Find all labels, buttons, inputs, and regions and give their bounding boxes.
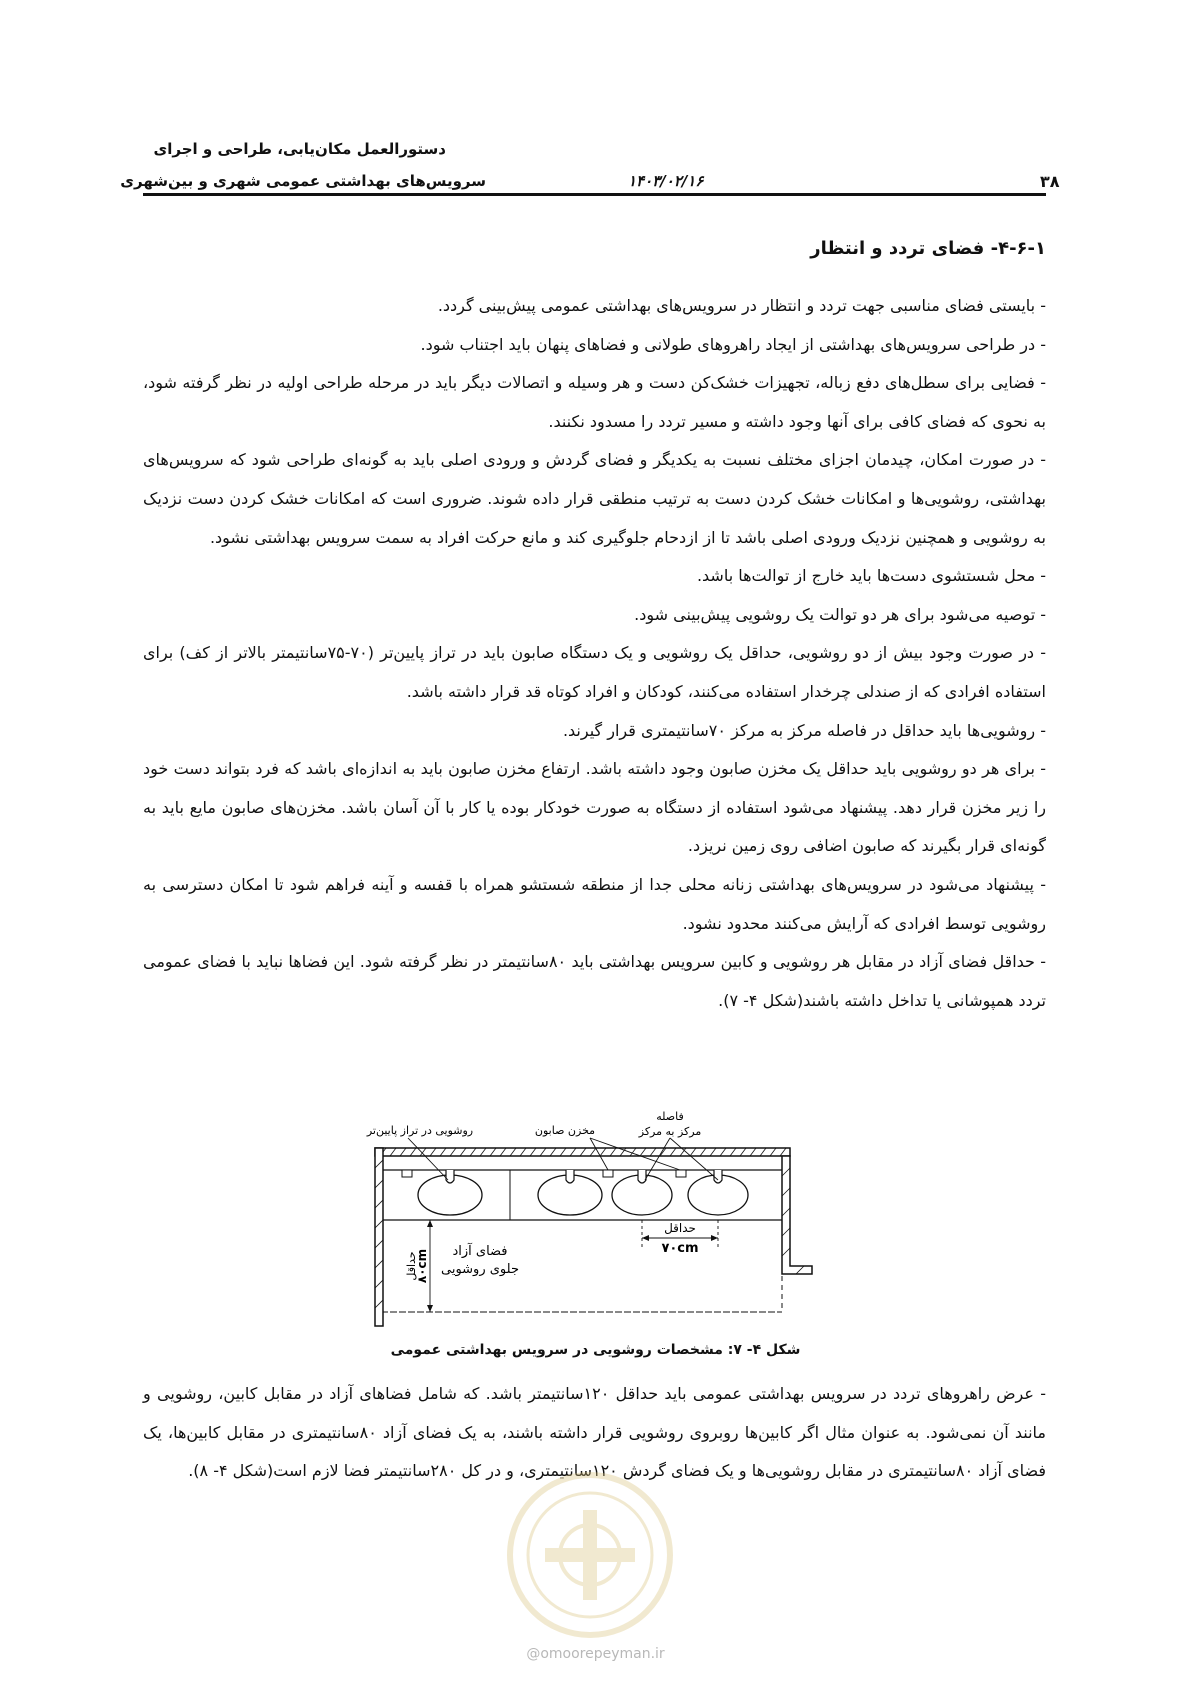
basin	[612, 1170, 672, 1215]
label-80cm: ۸۰cm	[415, 1248, 429, 1284]
label-70cm: ۷۰cm	[661, 1241, 699, 1256]
paragraph: - بایستی فضای مناسبی جهت تردد و انتظار در سرویس‌های بهداشتی عمومی پیش‌بینی گردد.	[437, 296, 1046, 315]
soap-dispenser	[603, 1170, 613, 1177]
soap-dispenser	[676, 1170, 686, 1177]
paragraph: - فضایی برای سطل‌های دفع زباله، تجهیزات خشک‌کن دست و هر وسیله و اتصالات دیگر باید در مرحله طراحی اولیه در نظر گرفته شود، به نحوی که فضای کافی برای آنها وجود داشته و مسیر تردد را مسدود نکنند.	[143, 373, 1046, 431]
label-distance-1: فاصله	[656, 1110, 684, 1123]
paragraph: - در صورت وجود بیش از دو روشویی، حداقل یک روشویی و یک دستگاه صابون باید در تراز پایین‌تر (۷۰-۷۵سانتیمتر بالاتر از کف) برای استفاده افرادی که از صندلی چرخدار استفاده می‌کنند، کودکان و افراد کوتاه قد قرار داشته باشد.	[143, 643, 1046, 701]
label-low-basin: روشویی در تراز پایین‌تر	[366, 1124, 474, 1137]
header-divider	[143, 193, 1046, 196]
paragraph: - توصیه می‌شود برای هر دو توالت یک روشویی پیش‌بینی شود.	[634, 604, 1046, 624]
body-text	[143, 287, 1046, 1020]
watermark-seal	[505, 1470, 675, 1640]
label-free-1: فضای آزاد	[452, 1244, 508, 1259]
paragraph: - حداقل فضای آزاد در مقابل هر روشویی و کابین سرویس بهداشتی باید ۸۰سانتیمتر در نظر گرفته شود. این فضاها نباید با فضای عمومی تردد همپوشانی یا تداخل داشته باشند(شکل ۴- ۷).	[143, 952, 1047, 1010]
leader-line	[408, 1138, 448, 1180]
right-wall	[782, 1156, 812, 1274]
paragraph: - روشویی‌ها باید حداقل در فاصله مرکز به مرکز ۷۰سانتیمتری قرار گیرند.	[562, 720, 1046, 740]
label-soap: مخزن صابون	[534, 1124, 596, 1137]
header-title-line1: دستورالعمل مکان‌یابی، طراحی و اجرای	[153, 140, 446, 158]
section-heading: ۴-۶-۱- فضای تردد و انتظار	[810, 238, 1046, 259]
header-date: ۱۴۰۳/۰۲/۱۶	[628, 172, 704, 190]
label-free-2: جلوی روشویی	[441, 1262, 519, 1277]
label-distance-2: مرکز به مرکز	[638, 1125, 702, 1138]
paragraph: - در طراحی سرویس‌های بهداشتی از ایجاد راهروهای طولانی و فضاهای پنهان باید اجتناب شود.	[420, 334, 1046, 354]
washbasin-plan-figure	[320, 1090, 860, 1340]
paragraph: - برای هر دو روشویی باید حداقل یک مخزن صابون وجود داشته باشد. ارتفاع مخزن صابون باید به اندازه‌ای باشد که فرد بتواند دست خود را زیر مخزن قرار دهد. پیشنهاد می‌شود استفاده از دستگاه به صورت خودکار بوده یا کار با آن آسان باشد. مخزن‌های صابون مایع باید به گونه‌ای قرار بگیرند که صابون اضافی روی زمین نریزد.	[143, 759, 1046, 856]
page-number: ۳۸	[1040, 172, 1060, 191]
basin	[688, 1170, 748, 1215]
watermark-text: @omoorepeyman.ir	[526, 1646, 665, 1662]
soap-dispenser	[402, 1170, 412, 1177]
basin-low	[418, 1170, 482, 1215]
left-wall	[375, 1148, 383, 1326]
label-min: حداقل	[664, 1221, 696, 1235]
header-title-line2: سرویس‌های بهداشتی عمومی شهری و بین‌شهری	[120, 172, 486, 190]
figure-caption: شکل ۴- ۷: مشخصات روشویی در سرویس بهداشتی عمومی	[390, 1342, 801, 1358]
paragraph: - عرض راهروهای تردد در سرویس بهداشتی عمومی باید حداقل ۱۲۰سانتیمتر باشد. که شامل فضاهای آزاد در مقابل کابین، روشویی و مانند آن نمی‌شود. به عنوان مثال اگر کابین‌ها روبروی روشویی قرار داشته باشند، به یک فضای آزاد ۸۰سانتیمتری در مقابل کابین‌ها، یک فضای آزاد ۸۰سانتیمتری در مقابل روشویی‌ها و یک فضای گردش ۱۲۰سانتیمتری، و در کل ۲۸۰سانتیمتر فضا لازم است(شکل ۴- ۸).	[143, 1384, 1047, 1481]
basin	[538, 1170, 602, 1215]
paragraph: - محل شستشوی دست‌ها باید خارج از توالت‌ها باشد.	[696, 566, 1046, 586]
label-side-min: حداقل	[405, 1251, 418, 1281]
paragraph: - در صورت امکان، چیدمان اجزای مختلف نسبت به یکدیگر و فضای گردش و ورودی اصلی باید به گونه‌ای طراحی شود که سرویس‌های بهداشتی، روشویی‌ها و امکانات خشک کردن دست به ترتیب منطقی قرار داده شوند. ضروری است که امکانات خشک کردن دست نزدیک به روشویی و همچنین نزدیک ورودی اصلی باشد تا از ازدحام جلوگیری کند و مانع حرکت افراد به سمت سرویس بهداشتی نشود.	[143, 450, 1046, 547]
paragraph: - پیشنهاد می‌شود در سرویس‌های بهداشتی زنانه محلی جدا از منطقه شستشو همراه با قفسه و آینه فراهم شود تا امکان دسترسی به روشویی توسط افرادی که آرایش می‌کنند محدود نشود.	[143, 874, 1046, 933]
